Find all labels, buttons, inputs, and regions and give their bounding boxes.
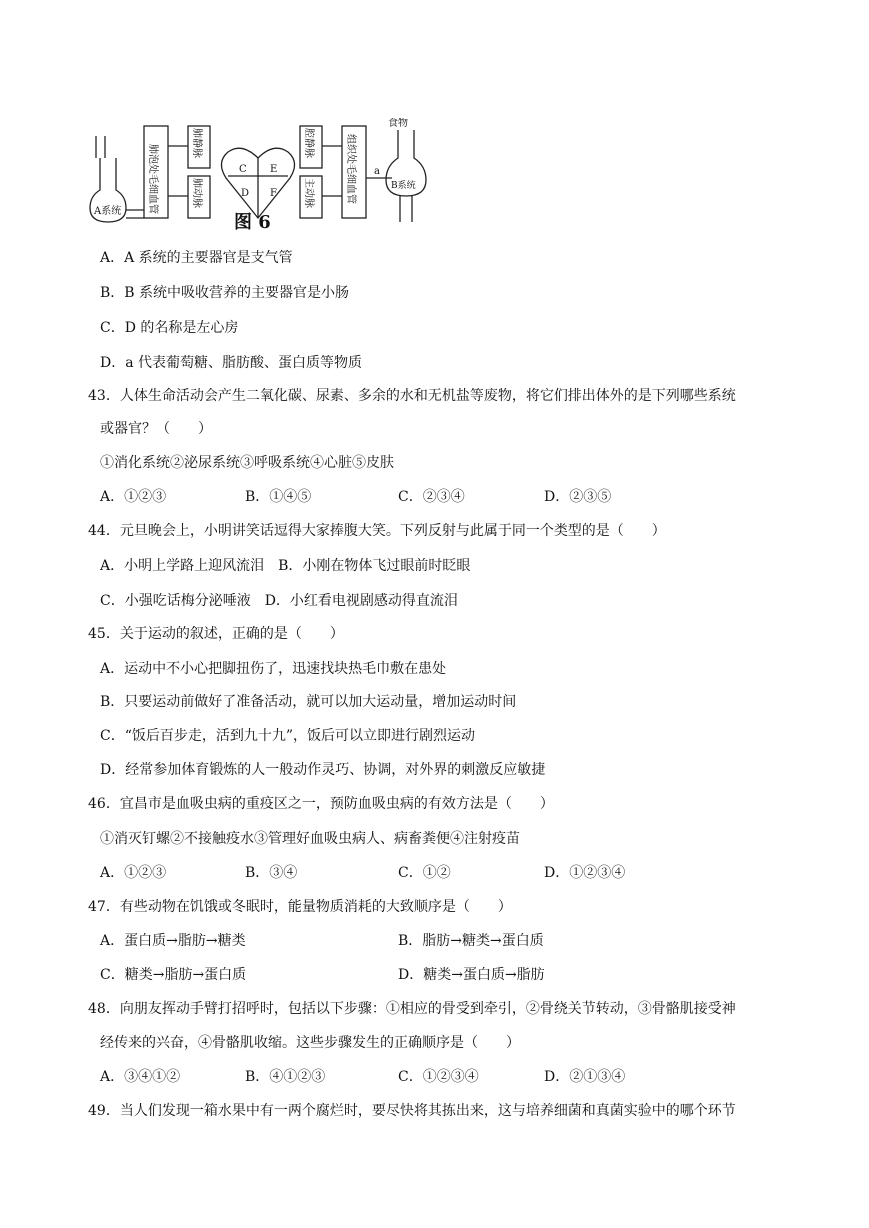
q44-stem: 44．元旦晚会上，小明讲笑话逗得大家捧腹大笑。下列反射与此属于同一个类型的是（ ）	[88, 523, 666, 539]
q45-option-a: A．运动中不小心把脚扭伤了，迅速找块热毛巾敷在患处	[100, 661, 447, 677]
q45-stem: 45．关于运动的叙述，正确的是（ ）	[88, 626, 344, 642]
q47-option-a: A．蛋白质→脂肪→糖类	[100, 933, 246, 949]
pulmonary-vein-label: 肺静脉	[191, 128, 202, 158]
figure-caption: 图 6	[234, 212, 271, 230]
q45-option-c: C．“饭后百步走，活到九十九”，饭后可以立即进行剧烈运动	[100, 728, 476, 744]
q46-option-a: A．①②③	[100, 865, 167, 881]
q43-option-d: D．②③⑤	[544, 489, 612, 505]
heart-d-label: D	[241, 188, 250, 199]
q43-stem-line2: 或器官？（ ）	[100, 421, 212, 437]
q47-stem: 47．有些动物在饥饿或冬眠时，能量物质消耗的大致顺序是（ ）	[88, 899, 512, 915]
q48-option-c: C．①②③④	[398, 1069, 479, 1085]
heart-f-label: F	[270, 188, 277, 199]
a-system-label: A系统	[94, 206, 122, 217]
q42-option-d: D．a 代表葡萄糖、脂肪酸、蛋白质等物质	[100, 355, 363, 371]
q46-stem: 46．宜昌市是血吸虫病的重疫区之一，预防血吸虫病的有效方法是（ ）	[88, 796, 554, 812]
q45-option-b: B．只要运动前做好了准备活动，就可以加大运动量，增加运动时间	[100, 694, 517, 710]
q42-option-c: C．D 的名称是左心房	[100, 320, 239, 336]
q46-option-d: D．①②③④	[544, 865, 626, 881]
q43-option-a: A．①②③	[100, 489, 167, 505]
q47-option-b: B．脂肪→糖类→蛋白质	[398, 933, 544, 949]
q43-items: ①消化系统②泌尿系统③呼吸系统④心脏⑤皮肤	[100, 455, 394, 471]
q47-option-c: C．糖类→脂肪→蛋白质	[100, 967, 247, 983]
q43-stem-line1: 43．人体生命活动会产生二氧化碳、尿素、多余的水和无机盐等废物，将它们排出体外的是下列哪些系统	[88, 388, 736, 404]
q44-options-row2: C．小强吃话梅分泌唾液 D．小红看电视剧感动得直流泪	[100, 593, 458, 609]
tissue-capillary-label: 组织处毛细血管	[345, 134, 356, 204]
q48-option-b: B．④①②③	[245, 1069, 326, 1085]
q49-stem-line1: 49．当人们发现一箱水果中有一两个腐烂时，要尽快将其拣出来，这与培养细菌和真菌实验中的哪个环节	[88, 1103, 736, 1119]
q42-option-b: B．B 系统中吸收营养的主要器官是小肠	[100, 285, 350, 301]
q46-option-b: B．③④	[245, 865, 298, 881]
heart-e-label: E	[270, 164, 278, 175]
q48-option-a: A．③④①②	[100, 1069, 181, 1085]
vena-cava-label: 腔静脉	[303, 128, 314, 158]
q48-stem-line2: 经传来的兴奋，④骨骼肌收缩。这些步骤发生的正确顺序是（ ）	[100, 1035, 520, 1051]
aorta-label: 主动脉	[303, 178, 314, 208]
heart-c-label: C	[239, 164, 247, 175]
food-label: 食物	[388, 118, 408, 129]
q43-option-b: B．①④⑤	[245, 489, 312, 505]
q46-items: ①消灭钉螺②不接触疫水③管理好血吸虫病人、病畜粪便④注射疫苗	[100, 831, 520, 847]
q44-options-row1: A．小明上学路上迎风流泪 B．小刚在物体飞过眼前时眨眼	[100, 558, 471, 574]
b-system-label: B系统	[391, 181, 416, 191]
lung-capillary-label: 肺泡处毛细血管	[147, 144, 158, 214]
q46-option-c: C．①②	[398, 865, 451, 881]
q43-option-c: C．②③④	[398, 489, 465, 505]
q47-option-d: D．糖类→蛋白质→脂肪	[398, 967, 545, 983]
q42-option-a: A．A 系统的主要器官是支气管	[100, 250, 293, 266]
q48-stem-line1: 48．向朋友挥动手臂打招呼时，包括以下步骤：①相应的骨受到牵引，②骨绕关节转动，③骨骼肌接受神	[88, 1001, 736, 1017]
q45-option-d: D．经常参加体育锻炼的人一般动作灵巧、协调，对外界的刺激反应敏捷	[100, 762, 546, 778]
arrow-a-label: a	[374, 166, 380, 177]
circulation-diagram	[88, 118, 428, 230]
q48-option-d: D．②①③④	[544, 1069, 626, 1085]
pulmonary-artery-label: 肺动脉	[191, 178, 202, 208]
